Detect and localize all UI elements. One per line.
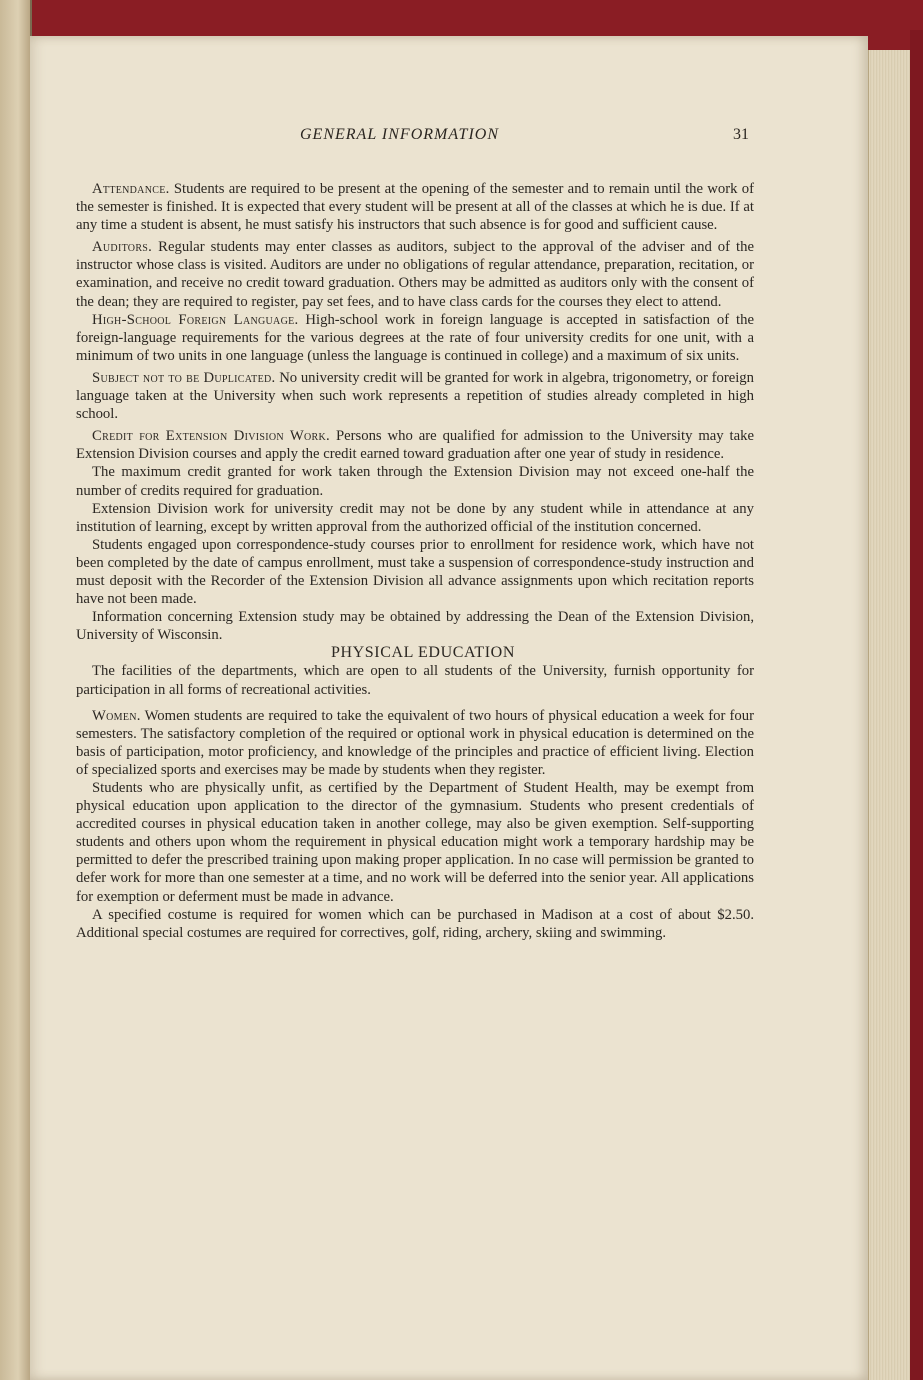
run-in-head: Attendance.: [92, 181, 170, 197]
paragraph-subject: [76, 369, 754, 423]
book-cover-edge: [910, 30, 923, 1380]
paragraph-text: Regular students may enter classes as auditors, subject to the approval of the adviser and of the instructor whose class is visited. Auditors are under no obligations of regular attendance, preparation, recitation, or examination, and receive no credit toward graduation. Others may be admitted as auditors only with the consent of the dean; they are required to register, pay set fees, and to have class cards for the courses they elect to attend.: [76, 239, 754, 310]
paragraph-costume: A specified costume is required for women which can be purchased in Madison at a cost of about $2.50. Additional special costumes are required for correctives, golf, riding, archery, skiing and swimming.: [76, 906, 754, 941]
paragraph-text: Women students are required to take the equivalent of two hours of physical education a week for four semesters. The satisfactory completion of the required or optional work in physical education is determined on the basis of participation, motor proficiency, and knowledge of the principles and practice of efficient living. Election of specialized sports and exercises may be made by students when they register.: [76, 707, 754, 778]
paragraph-text: Students are required to be present at the opening of the semester and to remain until the work of the semester is finished. It is expected that every student will be present at all of the classes at which he is due. If at any time a student is absent, he must satisfy his instructors that such absence is for good and sufficient cause.: [76, 181, 754, 234]
section-title: PHYSICAL EDUCATION: [331, 644, 515, 662]
paragraph-extension-attend: Extension Division work for university credit may not be done by any student while in attendance at any institution of learning, except by written approval from the authorized official of the institution concerned.: [76, 500, 754, 535]
paragraph-women: [76, 707, 754, 779]
run-in-head: High-School Foreign Language.: [92, 311, 299, 328]
facing-page-edge: [0, 0, 32, 1380]
paragraph-pe-intro: The facilities of the departments, which are open to all students of the University, furnish opportunity for participation in all forms of recreational activities.: [76, 663, 754, 698]
paragraph-correspondence: Students engaged upon correspondence-study courses prior to enrollment for residence work, which have not been completed by the date of campus enrollment, must take a suspension of correspondence-study instruction and must deposit with the Recorder of the Extension Division all advance assignments upon which recitation reports have not been made.: [76, 536, 754, 608]
run-in-head: Subject not to be Duplicated.: [92, 369, 276, 386]
run-in-head: Women.: [92, 707, 141, 724]
running-head: GENERAL INFORMATION: [300, 126, 499, 143]
page-stack-edges: [868, 50, 911, 1380]
paragraph-text: Persons who are qualified for admission to the University may take Extension Division courses and apply the credit earned toward graduation after one year of study in residence.: [76, 428, 754, 463]
paragraph-auditors: [76, 238, 754, 310]
paragraph-unfit: Students who are physically unfit, as certified by the Department of Student Health, may be exempt from physical education upon application to the director of the gymnasium. Students who present credentials of accredited courses in physical education taken in another college, may also be given exemption. Self-supporting students and others upon whom the requirement in physical education might work a temporary hardship may be permitted to defer the prescribed training upon making proper application. In no case will permission be granted to defer work for more than one semester at a time, and no work will be deferred into the senior year. All applications for exemption or deferment must be made in advance.: [76, 780, 754, 905]
paragraph-information: Information concerning Extension study may be obtained by addressing the Dean of the Extension Division, University of Wisconsin.: [76, 609, 754, 644]
paragraph-attendance: [76, 180, 754, 234]
page-number: 31: [733, 126, 749, 143]
run-in-head: Credit for Extension Division Work.: [92, 428, 331, 445]
paragraph-text: High-school work in foreign language is accepted in satisfaction of the foreign-language requirements for the various degrees at the rate of four university credits for one unit, with a minimum of two units in one language (unless the language is continued in college) and a maximum of six units.: [76, 311, 754, 364]
run-in-head: Auditors.: [92, 239, 153, 256]
page-body: [76, 180, 754, 942]
paragraph-hs-language: [76, 311, 754, 365]
paragraph-extension: [76, 427, 754, 463]
paragraph-text: No university credit will be granted for work in algebra, trigonometry, or foreign language taken at the University when such work represents a repetition of studies already completed in high school.: [76, 369, 754, 423]
paragraph-extension-max: The maximum credit granted for work taken through the Extension Division may not exceed one-half the number of credits required for graduation.: [76, 464, 754, 499]
